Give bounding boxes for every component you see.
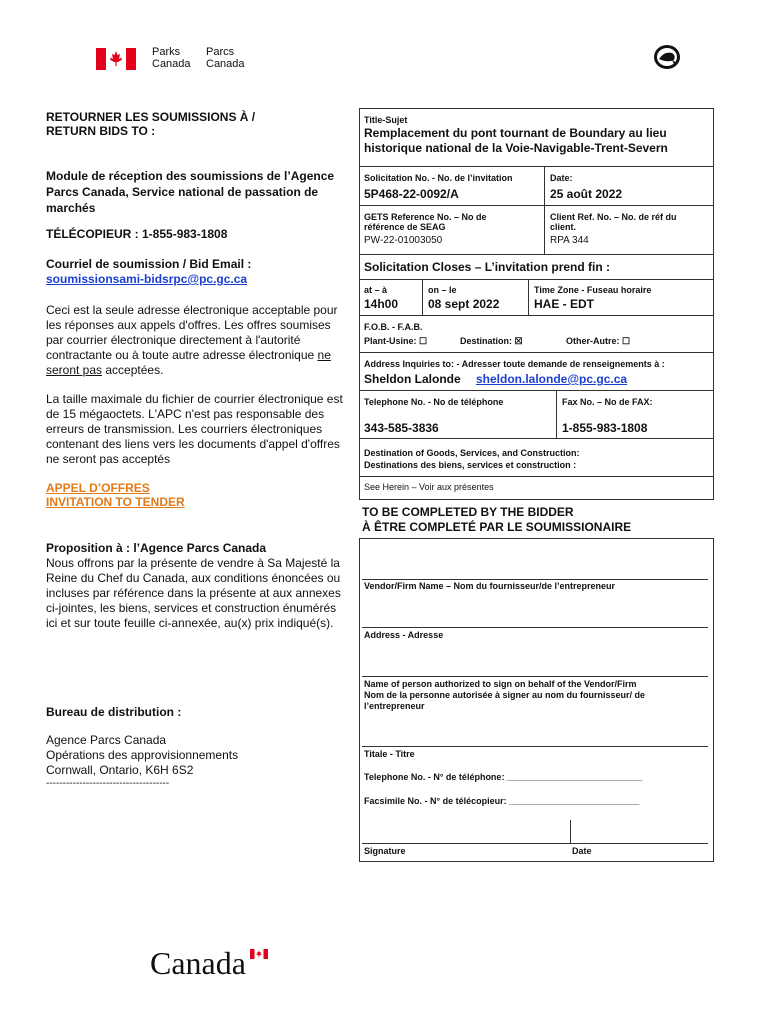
solicitation-closes-label: Solicitation Closes – L’invitation prend fin : bbox=[364, 260, 611, 274]
telephone-field[interactable]: Telephone No. - N° de téléphone: ___________________________ bbox=[364, 772, 643, 782]
proposition-title: Proposition à : l’Agence Parcs Canada bbox=[46, 541, 267, 555]
module-line-2: Parcs Canada, Service national de passation de bbox=[46, 185, 319, 199]
wordmark-flag-icon bbox=[250, 949, 268, 959]
beaver-emblem-icon bbox=[652, 43, 682, 71]
date-field[interactable]: Date bbox=[572, 846, 592, 856]
agency-address-line-1: Agence Parcs Canada bbox=[46, 733, 167, 747]
invitation-tender-heading: INVITATION TO TENDER bbox=[46, 495, 185, 509]
client-ref-label-2: client. bbox=[550, 222, 577, 232]
gets-label-1: GETS Reference No. – No de bbox=[364, 212, 487, 222]
title-line-2: historique national de la Voie-Navigable-Trent-Severn bbox=[364, 141, 668, 155]
canada-wordmark-text: Canada bbox=[150, 945, 246, 981]
proposition-line-5: ici et sur toute feuille ci-annexée, au(x) prix indiqué(s). bbox=[46, 616, 334, 630]
only-address-line-5a: seront pas bbox=[46, 363, 103, 377]
client-ref-label-1: Client Ref. No. – No. de réf du bbox=[550, 212, 677, 222]
proposition-line-3: incluses par référence dans la présente at aux annexes bbox=[46, 586, 341, 600]
fob-label: F.O.B. - F.A.B. bbox=[364, 322, 423, 332]
contact-name: Sheldon Lalonde bbox=[364, 372, 461, 386]
date-label: Date: bbox=[550, 173, 573, 183]
size-line-2: de 15 mégaoctets. L'APC n'est pas responsable des bbox=[46, 407, 325, 421]
vendor-name-field[interactable]: Vendor/Firm Name – Nom du fournisseur/de l’entrepreneur bbox=[364, 581, 616, 591]
logo-canada-fr-text: Canada bbox=[206, 58, 245, 70]
size-line-5: ne seront pas acceptés bbox=[46, 452, 171, 466]
fax-number: TÉLÉCOPIEUR : 1-855-983-1808 bbox=[46, 227, 228, 241]
closing-date: 08 sept 2022 bbox=[428, 297, 500, 311]
logo-canada-en-text: Canada bbox=[152, 58, 191, 70]
time-zone-value: HAE - EDT bbox=[534, 297, 594, 311]
size-line-4: contenant des liens vers les documents d'appel d'offres bbox=[46, 437, 340, 451]
only-address-line-5b: acceptées. bbox=[102, 363, 164, 377]
canada-flag-icon bbox=[96, 48, 136, 70]
signature-field[interactable]: Signature bbox=[364, 846, 406, 856]
only-address-line-4 bbox=[46, 348, 338, 363]
see-herein-text: See Herein – Voir aux présentes bbox=[364, 482, 494, 492]
fob-plant-checkbox[interactable]: Plant-Usine: ☐ bbox=[364, 336, 428, 346]
module-line-1: Module de réception des soumissions de l’Agence bbox=[46, 169, 335, 183]
only-address-line-3: par courrier électronique directement à l'autorité bbox=[46, 333, 301, 347]
date-value: 25 août 2022 bbox=[550, 187, 623, 201]
agency-address-line-3: Cornwall, Ontario, K6H 6S2 bbox=[46, 763, 194, 777]
on-label: on – le bbox=[428, 285, 457, 295]
contact-email-link[interactable]: sheldon.lalonde@pc.gc.ca bbox=[476, 372, 628, 386]
return-title-fr: RETOURNER LES SOUMISSIONS À / bbox=[46, 110, 256, 124]
email-label: Courriel de soumission / Bid Email : bbox=[46, 257, 252, 271]
module-line-3: marchés bbox=[46, 201, 96, 215]
bid-email-link[interactable]: soumissionsami-bidsrpc@pc.gc.ca bbox=[46, 272, 248, 286]
inquiries-label: Address Inquiries to: - Adresser toute demande de renseignements à : bbox=[364, 359, 665, 369]
only-address-line-4b: ne bbox=[317, 348, 331, 362]
destination-label-fr: Destinations des biens, services et construction : bbox=[364, 460, 577, 470]
logo-parcs-text: Parcs bbox=[206, 46, 235, 58]
fob-destination-checkbox[interactable]: Destination: ☒ bbox=[460, 336, 523, 346]
size-line-3: erreurs de transmission. Les courriers électroniques bbox=[46, 422, 323, 436]
bureau-distribution-label: Bureau de distribution : bbox=[46, 705, 182, 719]
title-label: Title-Sujet bbox=[364, 115, 408, 125]
canada-wordmark bbox=[150, 945, 280, 985]
telephone-label: Telephone No. - No de téléphone bbox=[364, 397, 504, 407]
return-title-en: RETURN BIDS TO : bbox=[46, 124, 156, 138]
at-label: at – à bbox=[364, 285, 388, 295]
gets-label-2: référence de SEAG bbox=[364, 222, 446, 232]
title-line-1: Remplacement du pont tournant de Boundary au lieu bbox=[364, 126, 667, 140]
address-dashes: ------------------------------------- bbox=[46, 778, 170, 789]
proposition-line-2: Reine du Chef du Canada, aux conditions énoncées ou bbox=[46, 571, 341, 585]
solicitation-label: Solicitation No. - No. de l’invitation bbox=[364, 173, 513, 183]
authorized-person-label-1[interactable]: Name of person authorized to sign on behalf of the Vendor/Firm bbox=[364, 679, 637, 689]
address-field[interactable]: Address - Adresse bbox=[364, 630, 444, 640]
title-field[interactable]: Titale - Titre bbox=[364, 749, 415, 759]
authorized-person-label-2: Nom de la personne autorisée à signer au nom du fournisseur/ de bbox=[364, 690, 646, 700]
client-ref-value: RPA 344 bbox=[550, 235, 589, 246]
gets-value: PW-22-01003050 bbox=[364, 235, 443, 246]
proposition-line-1: Nous offrons par la présente de vendre à Sa Majesté la bbox=[46, 556, 340, 570]
bidder-heading-en: TO BE COMPLETED BY THE BIDDER bbox=[362, 505, 574, 519]
only-address-line-4a: contractante ou à toute autre adresse électronique bbox=[46, 348, 318, 362]
only-address-line-2: les réponses aux appels d'offres. Les offres soumises bbox=[46, 318, 331, 332]
only-address-line-5 bbox=[46, 363, 338, 378]
bidder-heading-fr: À ÊTRE COMPLETÉ PAR LE SOUMISSIONAIRE bbox=[362, 520, 632, 534]
time-zone-label: Time Zone - Fuseau horaire bbox=[534, 285, 652, 295]
fax-label: Fax No. – No de FAX: bbox=[562, 397, 653, 407]
facsimile-field[interactable]: Facsimile No. - N° de télécopieur: __________________________ bbox=[364, 796, 640, 806]
closing-time: 14h00 bbox=[364, 297, 399, 311]
destination-label-en: Destination of Goods, Services, and Construction: bbox=[364, 448, 580, 458]
only-address-line-1: Ceci est la seule adresse électronique acceptable pour bbox=[46, 303, 338, 317]
size-line-1: La taille maximale du fichier de courrier électronique est bbox=[46, 392, 343, 406]
logo-parks-text: Parks bbox=[152, 46, 181, 58]
agency-address-line-2: Opérations des approvisionnements bbox=[46, 748, 239, 762]
solicitation-number: 5P468-22-0092/A bbox=[364, 187, 459, 201]
authorized-person-label-3: l’entrepreneur bbox=[364, 701, 425, 711]
fob-other-checkbox[interactable]: Other-Autre: ☐ bbox=[566, 336, 631, 346]
appel-offres-heading: APPEL D’OFFRES bbox=[46, 481, 150, 495]
fax-value: 1-855-983-1808 bbox=[562, 421, 648, 435]
parks-canada-logo bbox=[96, 46, 256, 72]
proposition-line-4: ci-jointes, les biens, services et construction énumérés bbox=[46, 601, 337, 615]
telephone-value: 343-585-3836 bbox=[364, 421, 439, 435]
